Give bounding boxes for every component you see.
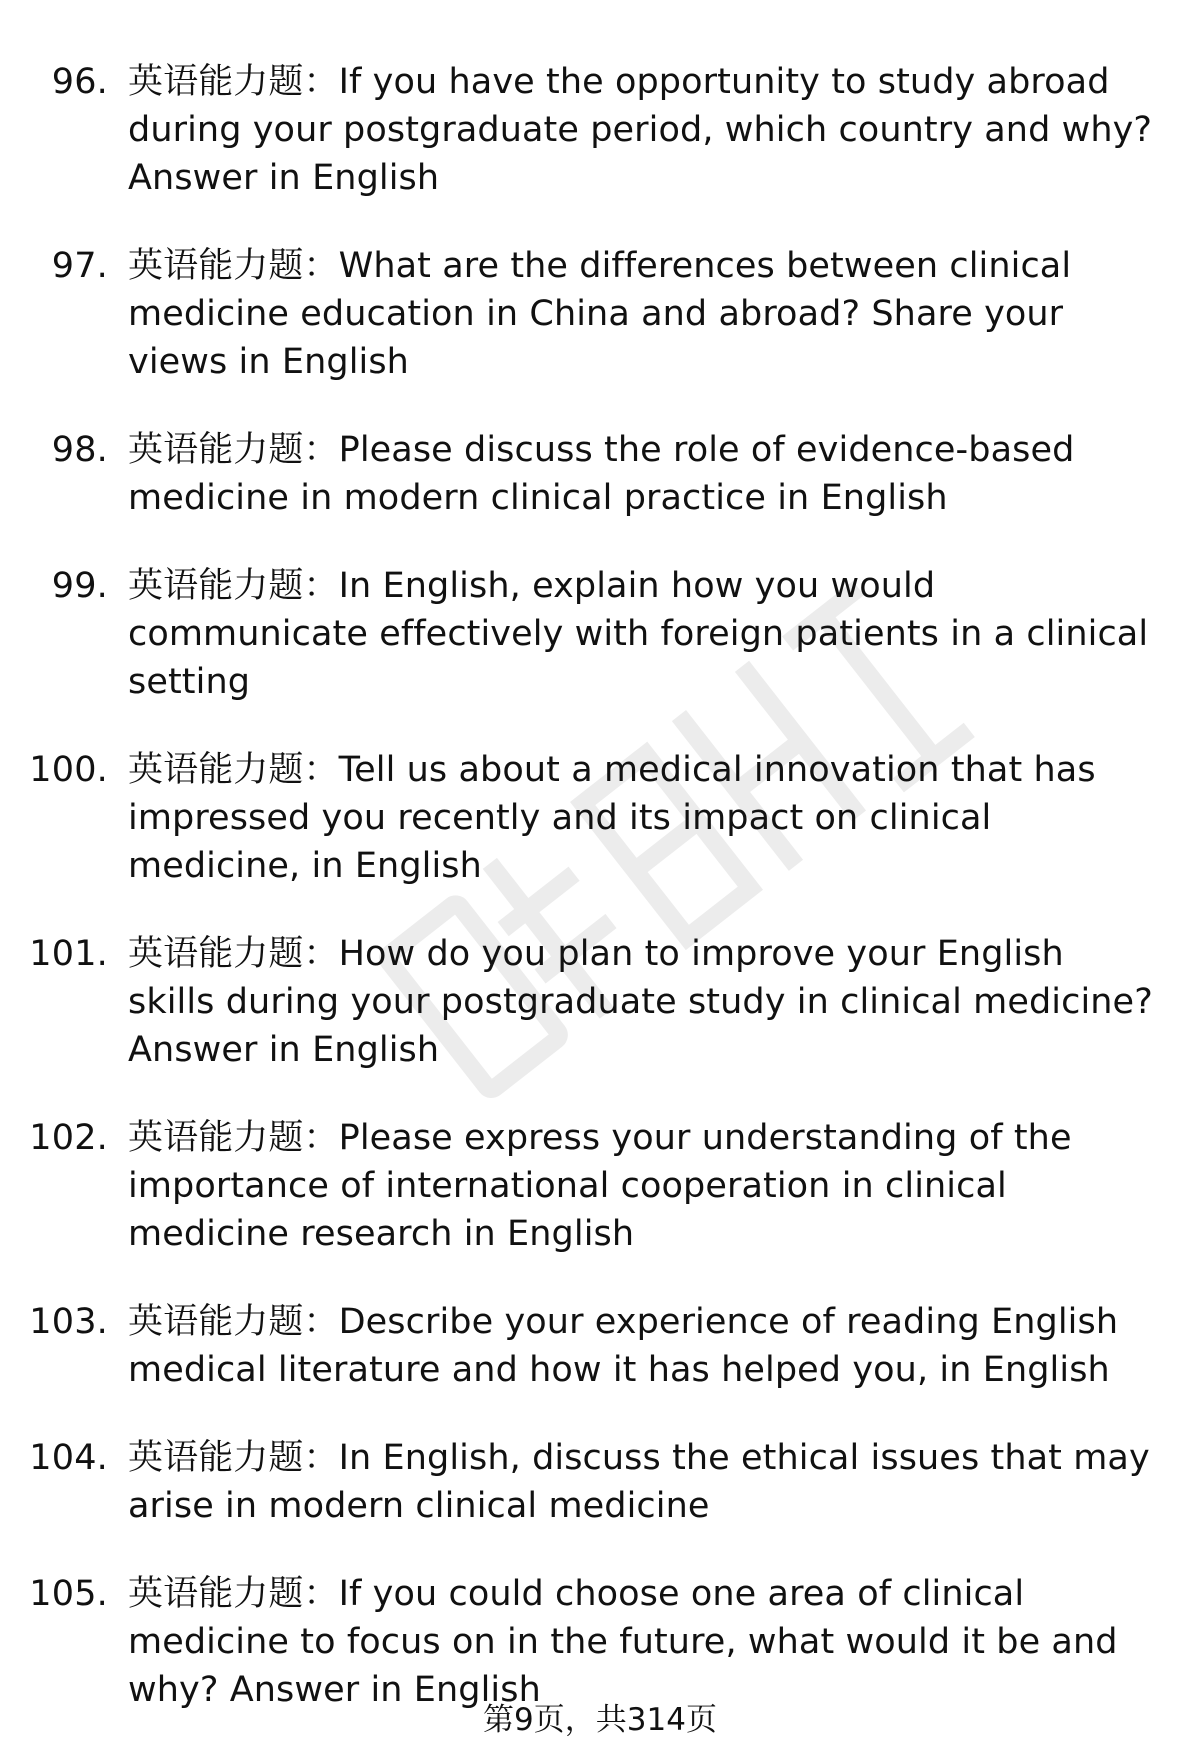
question-item <box>0 426 1200 522</box>
question-tag: 英语能力题： <box>128 1438 339 1478</box>
question-tag: 英语能力题： <box>128 246 339 286</box>
question-number: 103. <box>29 1302 108 1342</box>
question-item <box>0 562 1200 706</box>
question-number: 104. <box>29 1438 108 1478</box>
question-tag: 英语能力题： <box>128 430 339 470</box>
question-item <box>0 1114 1200 1258</box>
question-body <box>128 562 1158 706</box>
question-tag: 英语能力题： <box>128 1574 339 1614</box>
question-text: Describe your experience of reading English medical literature and how it has helped you, in English <box>128 1302 1119 1390</box>
question-body <box>128 426 1158 522</box>
question-item <box>0 1434 1200 1530</box>
question-number: 105. <box>29 1574 108 1614</box>
question-text: What are the differences between clinical medicine education in China and abroad? Share your views in English <box>128 246 1072 382</box>
question-body <box>128 1434 1158 1530</box>
question-body <box>128 1570 1158 1714</box>
question-text: If you could choose one area of clinical medicine to focus on in the future, what would it be and why? Answer in English <box>128 1574 1118 1710</box>
question-tag: 英语能力题： <box>128 1118 339 1158</box>
question-item <box>0 242 1200 386</box>
question-list <box>0 58 1200 1754</box>
question-text: In English, discuss the ethical issues that may arise in modern clinical medicine <box>128 1438 1150 1526</box>
question-tag: 英语能力题： <box>128 62 339 102</box>
question-tag: 英语能力题： <box>128 934 339 974</box>
question-text: How do you plan to improve your English skills during your postgraduate study in clinical medicine? Answer in English <box>128 934 1153 1070</box>
question-text: If you have the opportunity to study abroad during your postgraduate period, which country and why? Answer in English <box>128 62 1153 198</box>
question-body <box>128 58 1158 202</box>
question-text: Tell us about a medical innovation that has impressed you recently and its impact on clinical medicine, in English <box>128 750 1096 886</box>
question-text: In English, explain how you would communicate effectively with foreign patients in a clinical setting <box>128 566 1149 702</box>
question-number: 97. <box>51 246 108 286</box>
question-item <box>0 746 1200 890</box>
question-text: Please express your understanding of the importance of international cooperation in clinical medicine research in English <box>128 1118 1072 1254</box>
question-body <box>128 1298 1158 1394</box>
question-number: 100. <box>29 750 108 790</box>
question-item <box>0 1570 1200 1714</box>
question-number: 96. <box>51 62 108 102</box>
question-number: 99. <box>51 566 108 606</box>
question-number: 102. <box>29 1118 108 1158</box>
question-tag: 英语能力题： <box>128 566 339 606</box>
question-item <box>0 58 1200 202</box>
question-body <box>128 242 1158 386</box>
question-tag: 英语能力题： <box>128 1302 339 1342</box>
question-body <box>128 1114 1158 1258</box>
page-footer: 第9页，共314页 <box>483 1702 717 1738</box>
question-item <box>0 1298 1200 1394</box>
question-number: 98. <box>51 430 108 470</box>
question-body <box>128 930 1158 1074</box>
question-item <box>0 930 1200 1074</box>
question-tag: 英语能力题： <box>128 750 339 790</box>
question-body <box>128 746 1158 890</box>
question-number: 101. <box>29 934 108 974</box>
question-text: Please discuss the role of evidence-based medicine in modern clinical practice in English <box>128 430 1075 518</box>
